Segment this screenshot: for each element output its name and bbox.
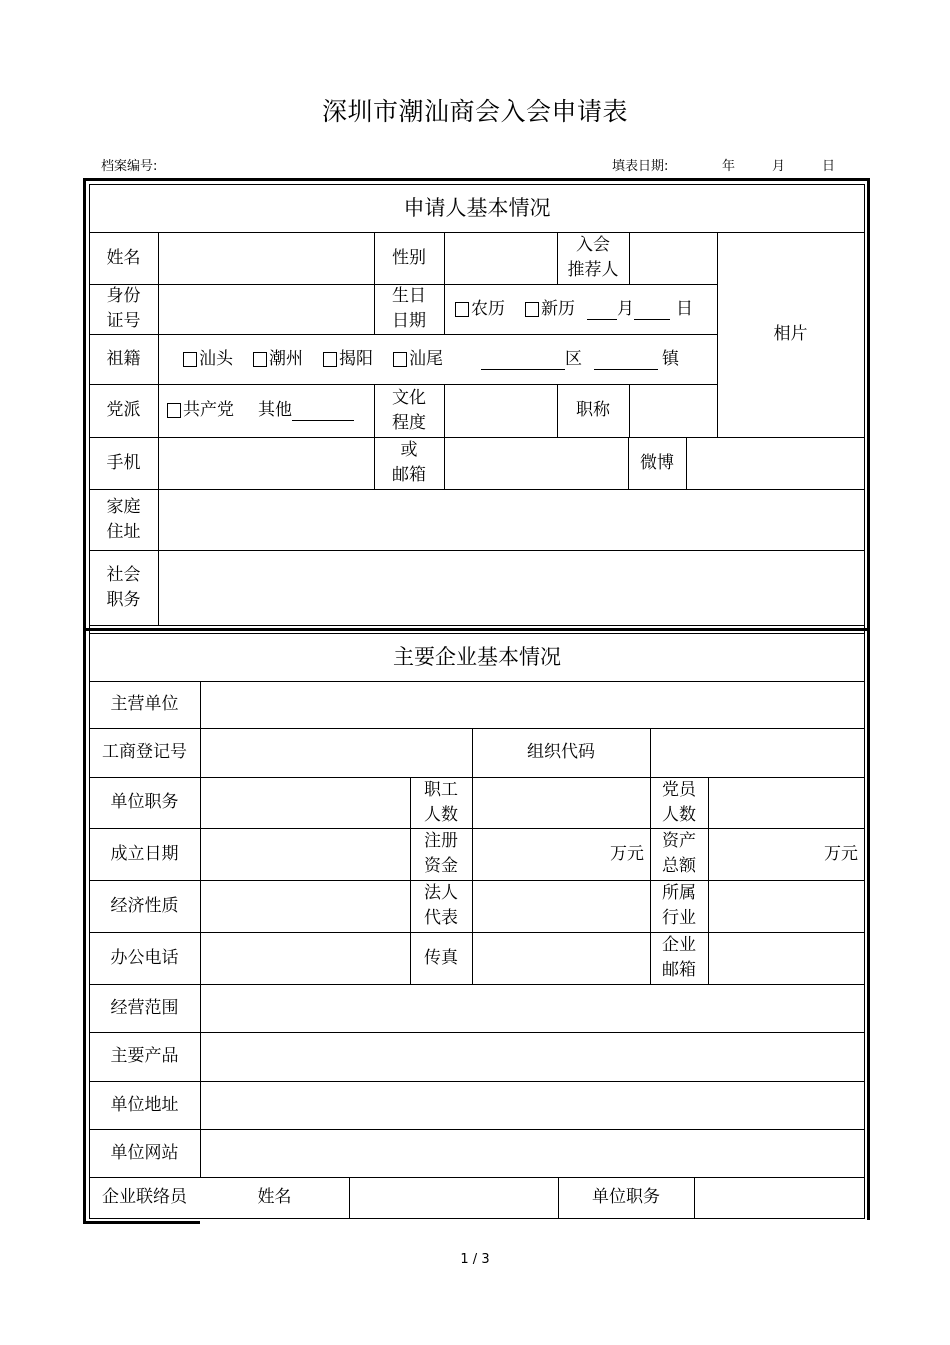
liaison-position-label: 单位职务	[592, 1187, 660, 1207]
fill-date-month: 月	[772, 159, 786, 174]
employees-field[interactable]	[473, 778, 650, 828]
industry-field[interactable]	[709, 881, 864, 932]
title-rank-label: 职称	[576, 400, 610, 420]
economic-nature-field[interactable]	[201, 881, 410, 932]
other-party-label: 其他	[258, 400, 292, 420]
employees-label: 职工 人数	[424, 779, 458, 825]
town-label: 镇	[662, 348, 679, 369]
birth-date-label: 生日 日期	[392, 286, 426, 331]
file-number-label: 档案编号:	[101, 159, 158, 174]
section2-heading: 主要企业基本情况	[393, 644, 561, 669]
birth-day-field[interactable]	[634, 299, 670, 320]
home-address-label: 家庭 住址	[106, 496, 141, 542]
liaison-name-label: 姓名	[257, 1187, 292, 1207]
unit-website-label: 单位网站	[110, 1142, 179, 1163]
chaozhou-checkbox[interactable]	[253, 352, 267, 367]
jieyang-label: 揭阳	[339, 348, 373, 369]
other-party-field[interactable]	[292, 400, 354, 421]
main-unit-field[interactable]	[201, 682, 864, 728]
social-positions-label: 社会 职务	[106, 564, 141, 610]
social-positions-field[interactable]	[159, 551, 864, 625]
mobile-label: 手机	[106, 452, 141, 473]
form-title: 深圳市潮汕商会入会申请表	[321, 97, 628, 126]
org-code-label: 组织代码	[527, 742, 595, 762]
birth-date-options	[451, 284, 715, 334]
section-divider	[83, 628, 870, 631]
party-members-field[interactable]	[709, 778, 864, 828]
birth-month-field[interactable]	[587, 299, 617, 320]
weibo-label: 微博	[640, 452, 674, 473]
company-email-field[interactable]	[709, 933, 864, 984]
main-products-field[interactable]	[201, 1033, 864, 1081]
unit-address-field[interactable]	[201, 1082, 864, 1129]
shantou-checkbox[interactable]	[183, 352, 197, 367]
native-place-label: 祖籍	[106, 348, 141, 369]
industry-label: 所属 行业	[662, 883, 696, 928]
founded-field[interactable]	[201, 829, 410, 880]
fax-label: 传真	[424, 947, 458, 968]
party-members-label: 党员 人数	[662, 779, 696, 825]
form-border-bottom-stub	[83, 1221, 200, 1224]
gender-label: 性别	[392, 247, 426, 268]
birth-month-label: 月	[617, 298, 634, 319]
business-scope-field[interactable]	[201, 985, 864, 1032]
legal-rep-label: 法人 代表	[424, 883, 458, 928]
referrer-label: 入会 推荐人	[567, 235, 619, 280]
solar-label: 新历	[541, 298, 575, 319]
application-form	[83, 178, 870, 1224]
fill-date-label: 填表日期:	[612, 159, 669, 174]
unit-position-field[interactable]	[201, 778, 410, 828]
business-scope-label: 经营范围	[110, 997, 179, 1018]
fill-date-day: 日	[822, 159, 836, 174]
registered-capital-unit: 万元	[610, 844, 644, 864]
business-reg-no-field[interactable]	[201, 729, 472, 777]
registered-capital-label: 注册 资金	[424, 831, 458, 876]
shanwei-checkbox[interactable]	[393, 352, 407, 367]
title-rank-field[interactable]	[630, 385, 717, 437]
business-reg-no-label: 工商登记号	[102, 742, 187, 762]
page-number: 1 / 3	[460, 1252, 490, 1267]
id-number-field[interactable]	[159, 285, 374, 334]
lunar-label: 农历	[471, 298, 505, 319]
office-phone-label: 办公电话	[110, 947, 179, 968]
native-place-options	[179, 334, 717, 384]
main-unit-label: 主营单位	[110, 694, 179, 714]
cpc-label: 共产党	[183, 400, 234, 420]
total-assets-unit: 万元	[824, 844, 858, 864]
name-label: 姓名	[106, 247, 141, 268]
birth-day-label: 日	[676, 298, 693, 319]
or-email-label: 或 邮箱	[392, 440, 426, 485]
shanwei-label: 汕尾	[409, 348, 443, 369]
founded-label: 成立日期	[110, 843, 179, 864]
fill-date-year: 年	[722, 159, 736, 174]
total-assets-label: 资产 总额	[662, 831, 696, 876]
mobile-field[interactable]	[159, 438, 374, 489]
total-assets-field[interactable]	[709, 829, 864, 880]
id-number-label: 身份 证号	[106, 286, 141, 331]
org-code-field[interactable]	[651, 729, 864, 777]
referrer-field[interactable]	[630, 233, 717, 284]
legal-rep-field[interactable]	[473, 881, 650, 932]
form-border-top	[83, 178, 870, 181]
main-products-label: 主要产品	[110, 1046, 179, 1066]
unit-address-label: 单位地址	[110, 1094, 179, 1115]
cpc-checkbox[interactable]	[167, 403, 181, 418]
form-border-left	[83, 178, 86, 1224]
fax-field[interactable]	[473, 933, 650, 984]
town-field[interactable]	[594, 349, 658, 370]
economic-nature-label: 经济性质	[110, 895, 179, 916]
liaison-position-field[interactable]	[695, 1178, 864, 1218]
office-phone-field[interactable]	[201, 933, 410, 984]
education-field[interactable]	[445, 385, 557, 437]
shantou-label: 汕头	[199, 348, 233, 369]
home-address-field[interactable]	[159, 490, 864, 550]
party-options	[163, 384, 375, 437]
liaison-label: 企业联络员	[102, 1187, 187, 1207]
unit-website-field[interactable]	[201, 1130, 864, 1177]
email-field[interactable]	[445, 438, 628, 489]
party-label: 党派	[106, 400, 141, 420]
district-field[interactable]	[481, 349, 565, 370]
weibo-field[interactable]	[687, 438, 864, 489]
section1-heading: 申请人基本情况	[403, 195, 551, 220]
district-label: 区	[565, 348, 582, 369]
lunar-checkbox[interactable]	[455, 302, 469, 317]
jieyang-checkbox[interactable]	[323, 352, 337, 367]
education-label: 文化 程度	[392, 387, 426, 433]
unit-position-label: 单位职务	[110, 792, 179, 812]
form-border-right	[867, 178, 870, 1220]
photo-box[interactable]: 相片	[773, 324, 808, 344]
name-field[interactable]	[159, 233, 374, 284]
chaozhou-label: 潮州	[269, 348, 303, 369]
registered-capital-field[interactable]	[473, 829, 650, 880]
liaison-name-field[interactable]	[350, 1178, 558, 1218]
solar-checkbox[interactable]	[525, 302, 539, 317]
company-email-label: 企业 邮箱	[662, 935, 696, 980]
gender-field[interactable]	[445, 233, 557, 284]
